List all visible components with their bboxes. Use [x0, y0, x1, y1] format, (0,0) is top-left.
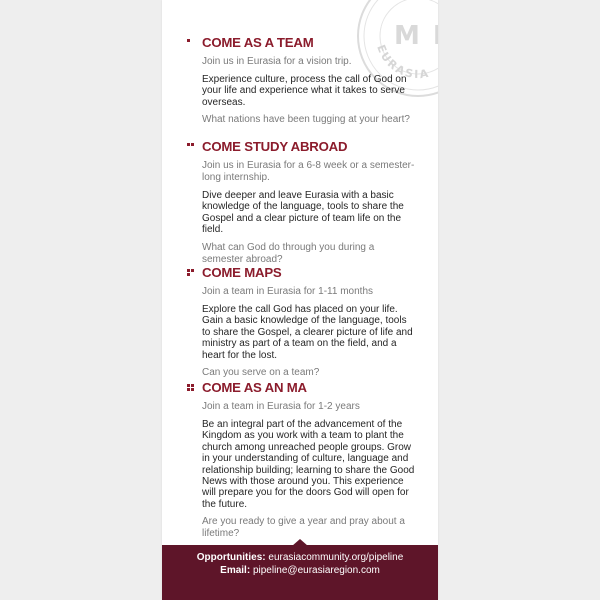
section-description: Experience culture, process the call of God on your life and experience what it takes to serve overseas. — [202, 74, 407, 108]
footer-band — [162, 545, 438, 600]
section-question: Are you ready to give a year and pray about a lifetime? — [202, 516, 405, 540]
quad-square-bullet-icon — [186, 383, 198, 393]
section-title: COME AS AN MA — [202, 380, 307, 395]
section-title: COME STUDY ABROAD — [202, 139, 348, 154]
section-title: COME AS A TEAM — [202, 35, 314, 50]
double-square-bullet-icon — [186, 142, 198, 152]
email-label: Email: — [220, 565, 251, 576]
triple-square-bullet-icon — [186, 268, 198, 278]
section-come-maps — [186, 266, 416, 379]
section-come-study-abroad — [186, 140, 416, 266]
email-link[interactable]: pipeline@eurasiaregion.com — [252, 565, 380, 576]
section-question: What nations have been tugging at your heart? — [202, 114, 410, 126]
opportunities-label: Opportunities: — [196, 552, 266, 563]
section-subtitle: Join us in Eurasia for a 6-8 week or a semester-long internship. — [202, 160, 415, 183]
section-description: Dive deeper and leave Eurasia with a basic knowledge of the language, tools to share the Gospel and a clear picture of team life on the field. — [202, 190, 404, 236]
footer-opportunities-line — [162, 552, 438, 564]
section-subtitle: Join a team in Eurasia for 1-2 years — [202, 401, 360, 412]
section-description: Explore the call God has placed on your life. Gain a basic knowledge of the language, tools to share the Gospel, a clearer picture of life and ministry as part of a team on the field, and a heart for the lost. — [202, 304, 413, 361]
section-title: COME MAPS — [202, 265, 282, 280]
footer-email-line — [162, 565, 438, 577]
section-description: Be an integral part of the advancement of the Kingdom as you work with a team to plant the church among unreached people groups. Grow in your understanding of culture, language and relationship building; learning to share the Good News with those around you. This experience will prepare you for the doors God will open for the future. — [202, 419, 415, 510]
section-come-as-an-ma — [186, 381, 416, 540]
opportunities-link[interactable]: eurasiacommunity.org/pipeline — [268, 552, 404, 563]
section-come-as-a-team — [186, 36, 416, 126]
section-subtitle: Join us in Eurasia for a vision trip. — [202, 56, 352, 67]
section-subtitle: Join a team in Eurasia for 1-11 months — [202, 286, 374, 297]
brochure-panel — [162, 0, 453, 600]
single-square-bullet-icon — [186, 38, 198, 48]
section-question: What can God do through you during a semester abroad? — [202, 241, 375, 265]
seal-letters: M E — [394, 21, 453, 51]
seal-arc-text: EURASIA — [374, 42, 432, 82]
section-question: Can you serve on a team? — [202, 367, 320, 379]
